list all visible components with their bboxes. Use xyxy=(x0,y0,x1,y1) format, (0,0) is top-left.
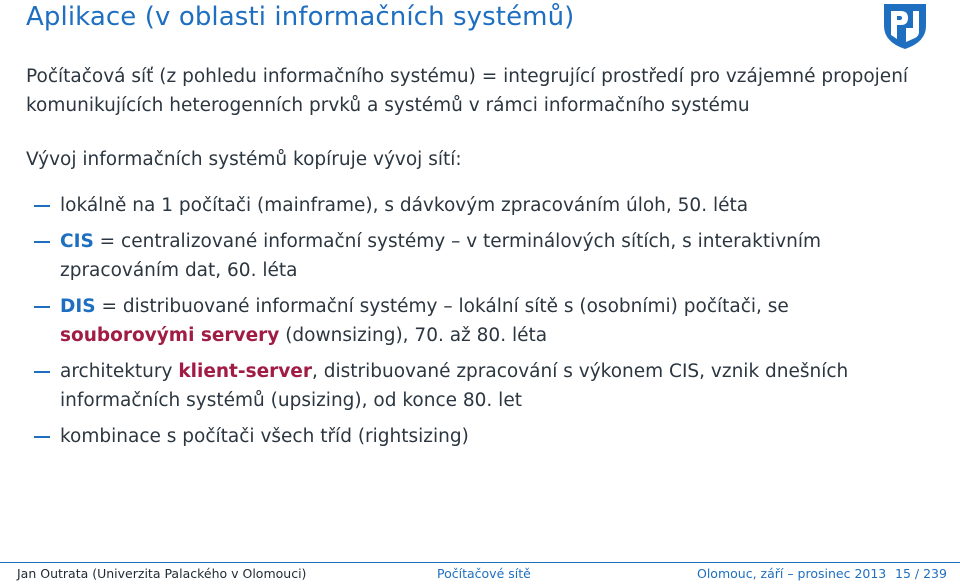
list-item xyxy=(34,292,914,350)
highlight-client-server: klient-server xyxy=(178,361,312,382)
dash-bullet-icon xyxy=(34,436,50,438)
network-definition: Počítačová síť (z pohledu informačního systému) = integrující prostředí pro vzájemné propojení komunikujících heterogenních prvků a systémů v rámci informačního systému xyxy=(26,66,909,116)
item-text: kombinace s počítači všech tříd (rightsizing) xyxy=(60,426,469,447)
item-text: , distribuované zpracování s výkonem CIS, vznik dnešních informačních systémů (upsizing), od konce 80. let xyxy=(60,361,849,411)
list-item xyxy=(34,357,914,415)
footer-divider xyxy=(0,562,960,563)
slide-title: Aplikace (v oblasti informačních systémů) xyxy=(26,2,575,32)
list-item xyxy=(34,191,914,220)
footer-course: Počítačové sítě xyxy=(437,566,531,581)
term-cis: CIS xyxy=(60,231,94,252)
dash-bullet-icon xyxy=(34,306,50,308)
item-text: = centralizované informační systémy – v terminálových sítích, s interaktivním zpracováním dat, 60. léta xyxy=(60,231,822,281)
item-text: lokálně na 1 počítači (mainframe), s dávkovým zpracováním úloh, 50. léta xyxy=(60,195,749,216)
evolution-list xyxy=(34,191,914,458)
slide-footer xyxy=(0,562,960,584)
item-text: = distribuované informační systémy – lokální sítě s (osobními) počítači, se xyxy=(95,296,789,317)
dash-bullet-icon xyxy=(34,205,50,207)
footer-author: Jan Outrata (Univerzita Palackého v Olomouci) xyxy=(17,566,307,581)
footer-date: Olomouc, září – prosinec 2013 xyxy=(697,566,887,581)
university-logo-icon xyxy=(882,2,928,50)
footer-page-number: 15 / 239 xyxy=(895,566,947,581)
dash-bullet-icon xyxy=(34,371,50,373)
highlight-file-servers: souborovými servery xyxy=(60,325,280,346)
term-dis: DIS xyxy=(60,296,96,317)
item-text: (downsizing), 70. až 80. léta xyxy=(279,325,548,346)
evolution-intro: Vývoj informačních systémů kopíruje vývoj sítí: xyxy=(26,149,462,170)
list-item xyxy=(34,227,914,285)
item-text: architektury xyxy=(60,361,179,382)
list-item xyxy=(34,422,914,451)
dash-bullet-icon xyxy=(34,241,50,243)
